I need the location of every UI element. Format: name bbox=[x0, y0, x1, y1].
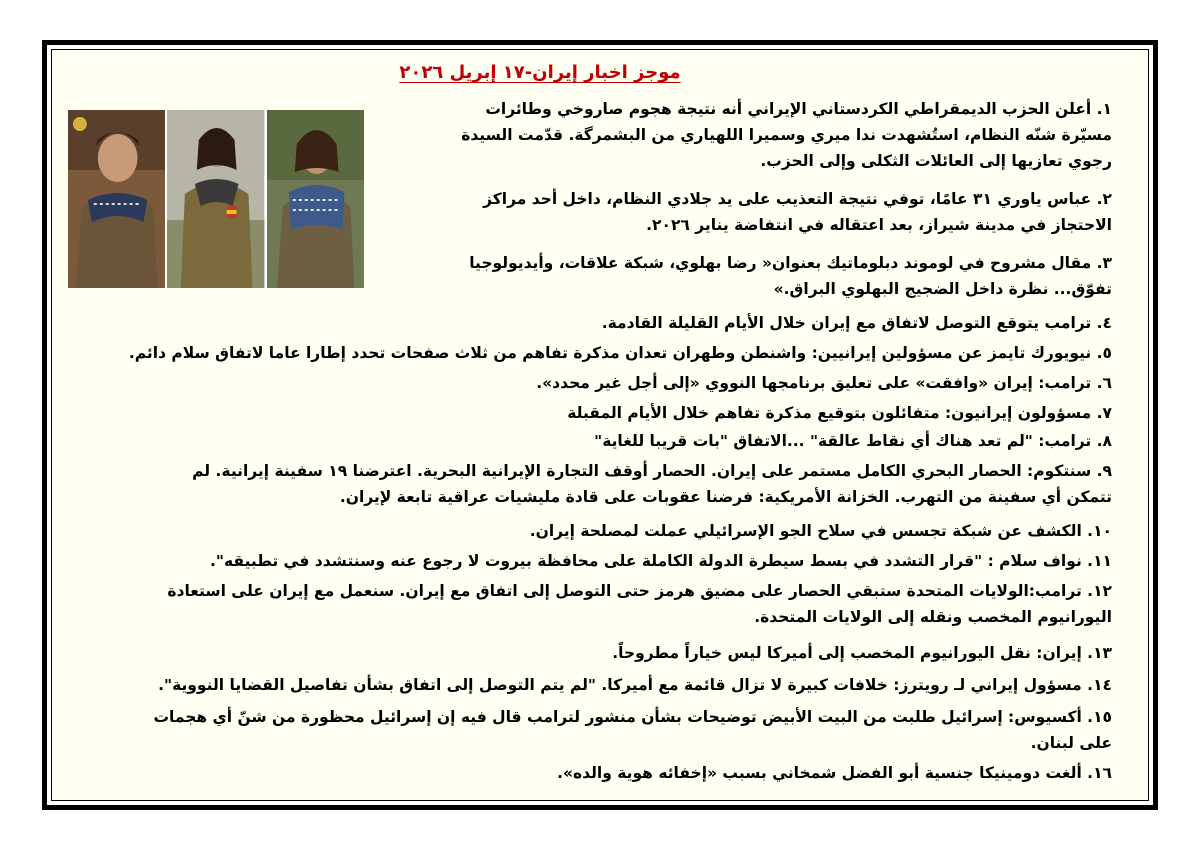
news-item-9-line-2: تتمكن أي سفينة من التهرب. الخزانة الأمريكية: فرضنا عقوبات على قادة مليشيات عراقية تابعة لإيران. bbox=[339, 488, 1112, 506]
news-item-10-line-1: ١٠. الكشف عن شبكة تجسس في سلاح الجو الإسرائيلي عملت لمصلحة إيران. bbox=[529, 522, 1112, 540]
news-item-9-line-1: ٩. سنتكوم: الحصار البحري الكامل مستمر على إيران. الحصار أوقف التجارة الإيرانية البحرية. اعترضنا ١٩ سفينة إيرانية. لم bbox=[192, 462, 1112, 480]
photo-woman-uniform bbox=[167, 110, 264, 288]
news-item-14 bbox=[158, 672, 1112, 698]
photo-woman-scarf bbox=[267, 110, 364, 288]
photo-young-man bbox=[68, 110, 165, 288]
news-item-12-line-1: ١٢. ترامب:الولايات المتحدة ستبقي الحصار على مضيق هرمز حتى التوصل إلى اتفاق مع إيران. سنعمل مع إيران على استعادة bbox=[167, 582, 1112, 600]
news-item-12-line-2: اليورانيوم المخصب ونقله إلى الولايات المتحدة. bbox=[754, 608, 1112, 626]
news-item-16-line-1: ١٦. ألغت دومينيكا جنسية أبو الفضل شمخاني بسبب «إخفائه هوية والده». bbox=[557, 764, 1112, 782]
news-item-15 bbox=[153, 704, 1112, 756]
page-title: موجز اخبار إيران-١٧ إبريل ٢٠٢٦ bbox=[399, 62, 681, 83]
photo-strip bbox=[68, 110, 364, 288]
news-item-2-line-2: الاحتجاز في مدينة شيراز، بعد اعتقاله في انتفاضة يناير ٢٠٢٦. bbox=[646, 216, 1112, 234]
news-item-1-line-3: رجوي تعازيها إلى العائلات الثكلى وإلى الحزب. bbox=[760, 152, 1112, 170]
news-item-8-line-1: ٨. ترامب: "لم تعد هناك أي نقاط عالقة" ...الاتفاق "بات قريبا للغاية" bbox=[594, 432, 1112, 450]
news-item-1-line-2: مسيّرة شنّه النظام، استُشهدت ندا ميري وسميرا اللهياري من البشمرگة. قدّمت السيدة bbox=[461, 126, 1112, 144]
news-item-7-line-1: ٧. مسؤولون إيرانيون: متفائلون بتوقيع مذكرة تفاهم خلال الأيام المقبلة bbox=[567, 404, 1112, 422]
news-item-3 bbox=[469, 250, 1112, 302]
news-item-14-line-1: ١٤. مسؤول إيراني لـ رويترز: خلافات كبيرة لا تزال قائمة مع أميركا. "لم يتم التوصل إلى اتفاق بشأن تفاصيل القضايا النووية". bbox=[158, 676, 1112, 694]
news-item-3-line-2: تفوّق... نظرة داخل الضجيج البهلوي البراق.» bbox=[773, 280, 1112, 298]
news-item-10 bbox=[530, 518, 1112, 544]
news-item-2-line-1: ٢. عباس ياوري ٣١ عامًا، توفي نتيجة التعذيب على يد جلادي النظام، داخل أحد مراكز bbox=[483, 190, 1112, 208]
news-item-11 bbox=[210, 548, 1112, 574]
news-item-13-line-1: ١٣. إيران: نقل اليورانيوم المخصب إلى أميركا ليس خياراً مطروحاً. bbox=[612, 644, 1112, 662]
news-item-4-line-1: ٤. ترامب يتوقع التوصل لاتفاق مع إيران خلال الأيام القليلة القادمة. bbox=[601, 314, 1112, 332]
news-item-7 bbox=[567, 400, 1112, 426]
news-item-1-line-1: ١. أعلن الحزب الديمقراطي الكردستاني الإيراني أنه نتيجة هجوم صاروخي وطائرات bbox=[485, 100, 1112, 118]
news-item-6-line-1: ٦. ترامب: إيران «وافقت» على تعليق برنامجها النووي «إلى أجل غير محدد». bbox=[536, 374, 1112, 392]
news-item-3-line-1: ٣. مقال مشروح في لوموند دبلوماتيك بعنوان« رضا بهلوي، شبكة علاقات، وأيديولوجيا bbox=[469, 254, 1112, 272]
news-item-8 bbox=[594, 428, 1112, 454]
news-item-2 bbox=[483, 186, 1112, 238]
news-item-16 bbox=[557, 760, 1112, 786]
news-item-11-line-1: ١١. نواف سلام : "قرار التشدد في بسط سيطرة الدولة الكاملة على محافظة بيروت لا رجوع عنه وسنتشدد في تطبيقه". bbox=[210, 552, 1112, 570]
news-item-6 bbox=[536, 370, 1112, 396]
news-item-5-line-1: ٥. نيويورك تايمز عن مسؤولين إيرانيين: واشنطن وطهران تعدان مذكرة تفاهم من ثلاث صفحات تحدد إطارا عاما لاتفاق سلام دائم. bbox=[128, 344, 1112, 362]
news-item-4 bbox=[602, 310, 1112, 336]
news-item-9 bbox=[192, 458, 1112, 510]
news-item-5 bbox=[129, 340, 1112, 366]
news-item-1 bbox=[461, 96, 1112, 174]
news-item-15-line-1: ١٥. أكسيوس: إسرائيل طلبت من البيت الأبيض توضيحات بشأن منشور لترامب قال فيه إن إسرائيل محظورة من شنّ أي هجمات bbox=[153, 708, 1112, 726]
news-item-15-line-2: على لبنان. bbox=[1030, 734, 1112, 752]
news-item-12 bbox=[167, 578, 1112, 630]
news-item-13 bbox=[612, 640, 1112, 666]
